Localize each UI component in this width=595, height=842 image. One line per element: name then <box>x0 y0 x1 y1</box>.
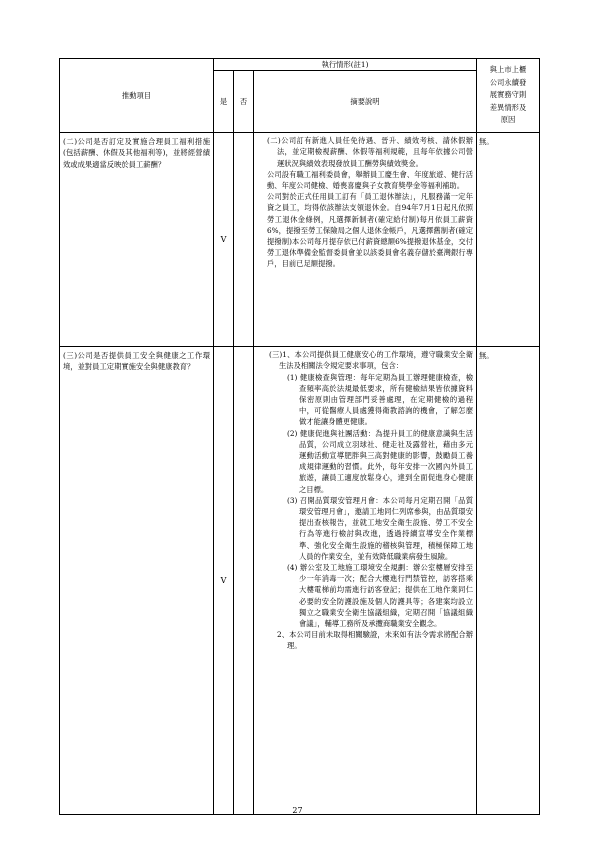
row-note: 無。 <box>477 347 540 815</box>
no-mark <box>234 133 254 347</box>
header-no: 否 <box>234 71 254 133</box>
page-number: 27 <box>292 806 303 815</box>
header-execution: 執行情形(註1) <box>214 59 477 71</box>
header-item: 推動項目 <box>60 59 214 133</box>
yes-mark: V <box>214 347 234 815</box>
sustainability-table <box>59 58 540 815</box>
table-row <box>60 133 540 347</box>
header-yes: 是 <box>214 71 234 133</box>
row-summary: (三)1、本公司提供員工健康安心的工作環境，遵守職業安全衛生法及相關法令規定要求事項，包含： (1) 健康檢查與管理：每年定期為員工辦理健康檢查，檢查頻率高於法規最低要求，所有健檢結果皆依據資料保密原則由管理部門妥善處理，在定期健檢的過程中，可從醫療人員處獲得衛教諮詢的機會，了解怎麼做才能讓身體更健康。 (2) 健康促進與社團活動：為提升員工的健康意識與生活品質，公司成立羽球社、健走社及露營社，藉由多元運動活動宣導肥胖與三高對健康的影響，鼓勵員工養成規律運動的習慣。此外，每年安排一次國內外員工旅遊，讓員工適度放鬆身心，達到全面促進身心健康之目標。 (3) 召開品質環安管理月會：本公司每月定期召開「品質環安管理月會」，邀請工地同仁列席參與，由品質環安提出查核報告，並就工地安全衛生設施、勞工不安全行為等進行檢討與改進，透過持續宣導安全作業標準、強化安全衛生設施的稽核與管理，積極保障工地人員的作業安全，並有效降低職業病發生風險。 (4) 辦公室及工地施工環境安全規劃：辦公室樓層安排至少一年消毒一次；配合大樓進行門禁管控，訪客搭乘大樓電梯前均需進行訪客登記；提供在工地作業同仁必要的安全防護設施及個人防護具等；各建案均設立獨立之職業安全衛生協議組織，定期召開「協議組織會議」，輔導工務所及承攬商職業安全觀念。 2、本公司目前未取得相關驗證，未來如有法令需求將配合辦理。 <box>254 347 477 815</box>
table-row <box>60 347 540 815</box>
header-summary: 摘要說明 <box>254 71 477 133</box>
no-mark <box>234 347 254 815</box>
header-deviation: 與上市上櫃 公司永續發 展實務守則 差異情形及 原因 <box>477 59 540 133</box>
row-summary: (二)公司訂有新進人員任免待遇、晉升、績效考核、請休假辦法，並定期檢視薪酬、休假等福利規範，且每年依據公司營運狀況與績效表現發放員工酬勞與績效獎金。 公司設有職工福利委員會，舉辦員工慶生會、年度旅遊、健行活動、年度公司健檢、婚喪喜慶與子女教育獎學金等福利補助。 公司對於正式任用員工訂有「員工退休辦法」，凡服務滿一定年資之員工，均得依該辦法支領退休金。自94年7月1日起凡依照勞工退休金條例，凡選擇新制者(確定給付制)每月依員工薪資6%，提撥至勞工保險局之個人退休金帳戶，凡選擇舊制者(確定提撥制)本公司每月提存依已付薪資總額6%提撥退休基金，交付勞工退休準備金監督委員會並以該委員會名義存儲於臺灣銀行專戶，目前已足額提撥。 <box>254 133 477 347</box>
row-item-text: (三)公司是否提供員工安全與健康之工作環境，並對員工定期實施安全與健康教育？ <box>60 347 214 815</box>
yes-mark: V <box>214 133 234 347</box>
row-item-text: (二)公司是否訂定及實施合理員工福利措施(包括薪酬、休假及其他福利等)，並將經營績效或成果適當反映於員工薪酬？ <box>60 133 214 347</box>
header-row-1 <box>60 59 540 71</box>
row-note: 無。 <box>477 133 540 347</box>
